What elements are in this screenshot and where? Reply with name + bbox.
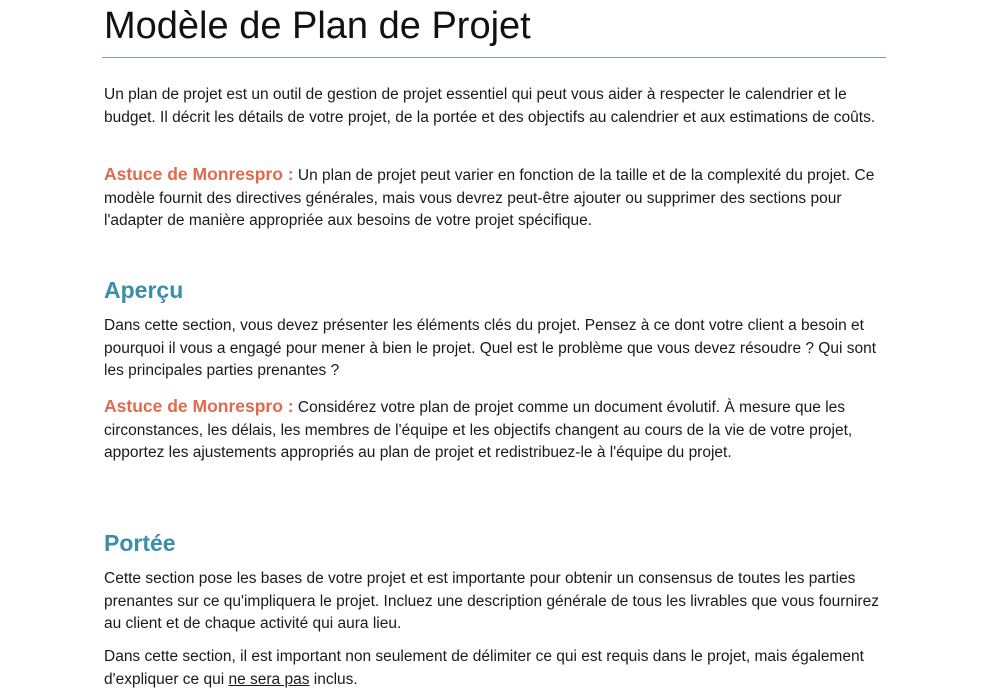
apercu-tip: [104, 395, 886, 465]
portee-body-2: [104, 646, 886, 691]
tip-label: Astuce de Monrespro :: [104, 396, 294, 416]
section-heading-apercu: Aperçu: [104, 277, 184, 303]
tip-label: Astuce de Monrespro :: [104, 164, 294, 184]
intro-tip: [104, 163, 886, 233]
portee-section: [104, 529, 886, 557]
intro-section: [104, 84, 886, 129]
portee-paragraph-2: [104, 646, 886, 691]
apercu-body: [104, 315, 886, 383]
paragraph-text-start: Dans cette section, il est important non seulement de délimiter ce qui est requis dans le projet, mais également d'expliquer ce qui: [104, 648, 864, 688]
tip-text: Un plan de projet peut varier en fonction de la taille et de la complexité du projet. Ce modèle fournit des directives générales, mais vous devrez peut-être ajouter ou supprimer des sections pour l'adapter de manière appropriée aux besoins de votre projet spécifique.: [104, 167, 875, 229]
document-title: Modèle de Plan de Projet: [104, 5, 531, 47]
portee-body: [104, 568, 886, 636]
document-page: [104, 0, 886, 688]
section-heading-portee: Portée: [104, 530, 176, 556]
portee-paragraph-1: Cette section pose les bases de votre projet et est importante pour obtenir un consensus de toutes les parties prenantes sur ce qu'impliquera le projet. Incluez une description générale de tous les livrables que vous fournirez au client et de chaque activité qui aura lieu.: [104, 570, 879, 632]
apercu-paragraph: Dans cette section, vous devez présenter les éléments clés du projet. Pensez à ce dont votre client a besoin et pourquoi il vous a engagé pour mener à bien le projet. Quel est le problème que vous devez résoudre ? Qui sont les principales parties prenantes ?: [104, 317, 877, 379]
apercu-tip-paragraph: [104, 395, 886, 465]
intro-paragraph: Un plan de projet est un outil de gestion de projet essentiel qui peut vous aider à respecter le calendrier et le budget. Il décrit les détails de votre projet, de la portée et des objectifs au calendrier et aux estimations de coûts.: [104, 86, 876, 126]
intro-tip-paragraph: [104, 163, 886, 233]
tip-text: Considérez votre plan de projet comme un document évolutif. À mesure que les circonstances, les délais, les membres de l'équipe et les objectifs changent au cours de la vie de votre projet, apportez les ajustements appropriés au plan de projet et redistribuez-le à l'équipe du projet.: [104, 399, 853, 461]
apercu-section: [104, 276, 886, 304]
paragraph-text-end: inclus.: [309, 670, 358, 688]
title-divider: [102, 57, 886, 58]
underlined-text: ne sera pas: [228, 670, 310, 688]
